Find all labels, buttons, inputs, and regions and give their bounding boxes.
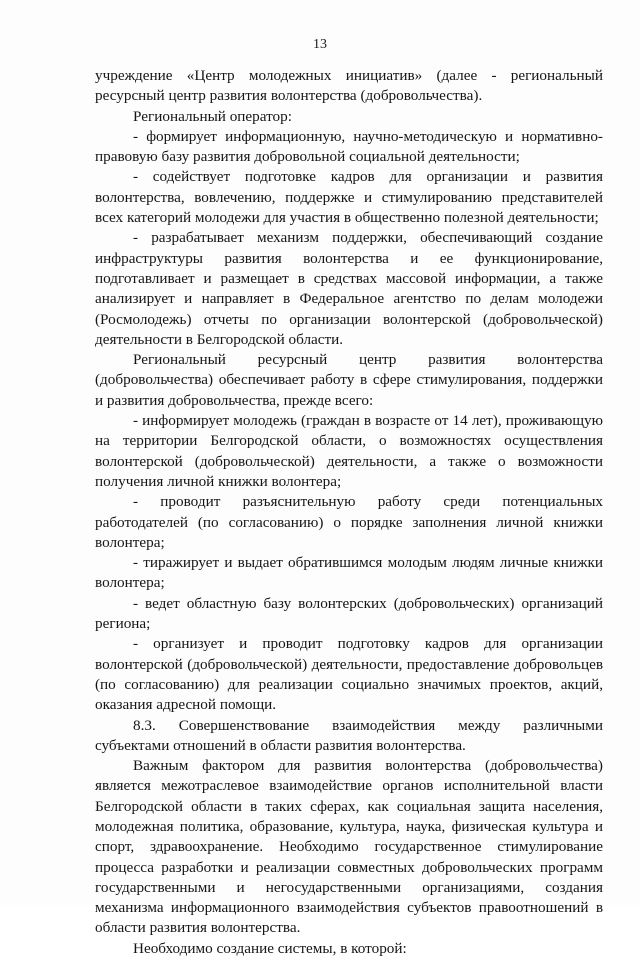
list-item: - информирует молодежь (граждан в возрасте от 14 лет), проживающую на территории Белгородской области, о возможностях осуществления волонтерской (добровольческой) деятельности, а также о возможности получения личной книжки волонтера; xyxy=(95,412,603,490)
list-item: - проводит разъяснительную работу среди потенциальных работодателей (по согласованию) о порядке заполнения личной книжки волонтера; xyxy=(95,493,603,551)
paragraph: Региональный оператор: xyxy=(133,107,292,125)
paragraph: учреждение «Центр молодежных инициатив» (далее - региональный ресурсный центр развития волонтерства (добровольчества). xyxy=(95,67,603,105)
body-text xyxy=(95,66,603,959)
list-item: - формирует информационную, научно-методическую и нормативно-правовую базу развития добровольной социальной деятельности; xyxy=(95,127,603,166)
list-item: - тиражирует и выдает обратившимся молодым людям личные книжки волонтера; xyxy=(95,554,603,592)
section-heading: 8.3. Совершенствование взаимодействия между различными субъектами отношений в области развития волонтерства. xyxy=(95,716,603,754)
list-item: - разрабатывает механизм поддержки, обеспечивающий создание инфраструктуры развития волонтерства и ее функционирование, подготавливает и размещает в средствах массовой информации, а также анализирует и направляет в Федеральное агентство по делам молодежи (Росмолодежь) отчеты по организации волонтерской (добровольческой) деятельности в Белгородской области. xyxy=(95,229,603,348)
paragraph: Важным фактором для развития волонтерства (добровольчества) является межотраслевое взаимодействие органов исполнительной власти Белгородской области в таких сферах, как социальная защита населения, молодежная политика, образование, культура, наука, физическая культура и спорт, здравоохранение. Необходимо государственное стимулирование процесса разработки и реализации совместных добровольческих программ государственными и негосударственными организациями, создания механизма информационного взаимодействия субъектов правоотношений в области развития волонтерства. xyxy=(95,757,603,937)
page-number: 13 xyxy=(313,37,327,52)
list-item: - ведет областную базу волонтерских (добровольческих) организаций региона; xyxy=(95,594,603,633)
list-item: - содействует подготовке кадров для организации и развития волонтерства, вовлечению, поддержке и стимулированию представителей всех категорий молодежи для участия в общественно полезной деятельности; xyxy=(95,168,603,227)
list-item: - организует и проводит подготовку кадров для организации волонтерской (добровольческой) деятельности, предоставление добровольцев (по согласованию) для реализации социально значимых проектов, акций, оказания адресной помощи. xyxy=(95,635,603,714)
paragraph: Региональный ресурсный центр развития волонтерства (добровольчества) обеспечивает работу в сфере стимулирования, поддержки и развития добровольчества, прежде всего: xyxy=(95,351,603,409)
paragraph: Необходимо создание системы, в которой: xyxy=(133,939,407,957)
